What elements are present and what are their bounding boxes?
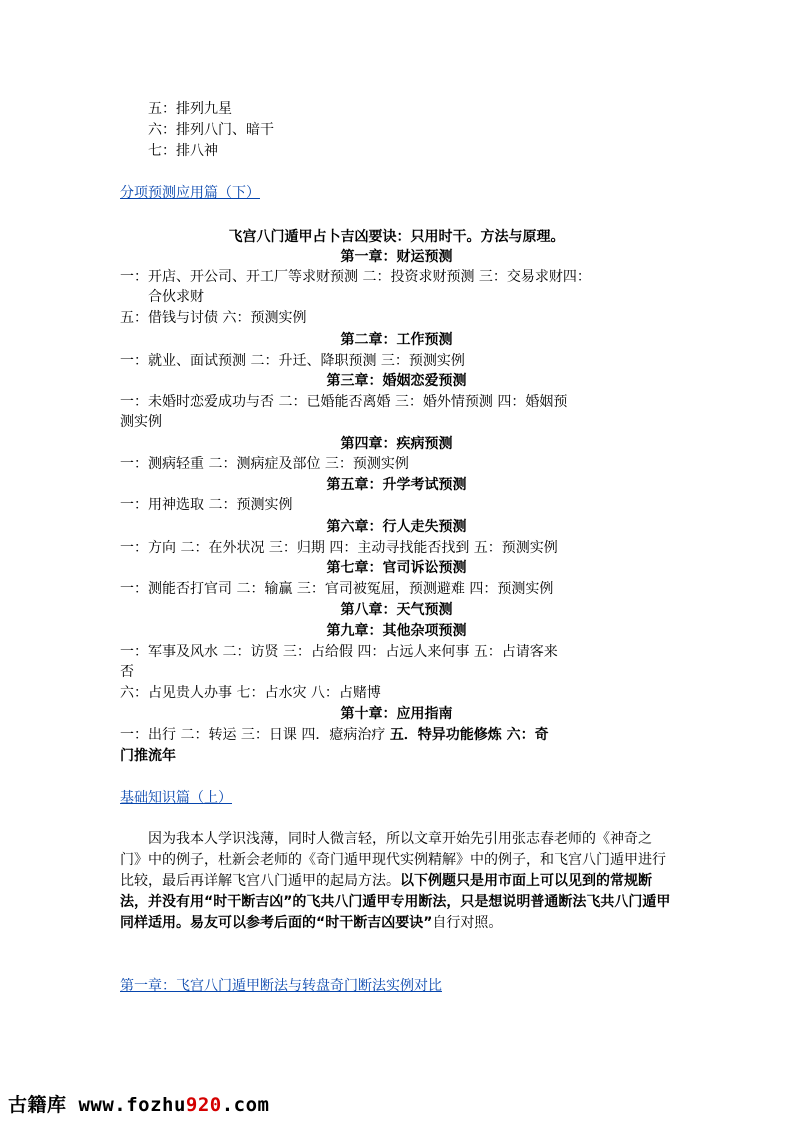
intro-paragraph-text: 因为我本人学识浅薄，同时人微言轻，所以文章开始先引用张志春老师的《神奇之门》中的例子，杜新会老师的《奇门遁甲现代实例精解》中的例子，和飞宫八门遁甲进行比较，最后再详解飞宫八门遁甲的起局方法。 bbox=[120, 831, 666, 889]
chapter-7-line: 一：测能否打官司 二：输赢 三：官司被冤屈，预测避难 四：预测实例 bbox=[120, 581, 554, 597]
chapter-1-line: 一：开店、开公司、开工厂等求财预测 二：投资求财预测 三：交易求财四： bbox=[120, 269, 591, 285]
list-item-7: 七：排八神 bbox=[148, 143, 218, 159]
chapter-2-line: 一：就业、面试预测 二：升迁、降职预测 三：预测实例 bbox=[120, 353, 465, 369]
chapter-10-heading: 第十章：应用指南 bbox=[340, 706, 453, 722]
list-item-5: 五：排列九星 bbox=[148, 101, 232, 117]
intro-paragraph bbox=[120, 829, 672, 934]
chapter-7-heading: 第七章：官司诉讼预测 bbox=[326, 560, 467, 576]
chapter-10-normal-text: 一：出行 二：转运 三：日课 四．癔病治疗 bbox=[120, 727, 390, 743]
chapter-9-line: 一：军事及风水 二：访贤 三：占给假 四：占远人来何事 五：占请客来 bbox=[120, 644, 558, 660]
chapter-9-heading: 第九章：其他杂项预测 bbox=[326, 623, 467, 639]
intro-paragraph-tail: 自行对照。 bbox=[432, 915, 503, 931]
list-item-6: 六：排列八门、暗干 bbox=[148, 122, 274, 138]
chapter-9-line: 否 bbox=[120, 664, 134, 680]
chapter-1-heading: 第一章：财运预测 bbox=[340, 249, 453, 265]
link-prediction-applications[interactable]: 分项预测应用篇（下） bbox=[120, 185, 260, 201]
footer-number: 920 bbox=[185, 1094, 222, 1116]
chapter-3-line: 一：未婚时恋爱成功与否 二：已婚能否离婚 三：婚外情预测 四：婚姻预 bbox=[120, 394, 568, 410]
chapter-10-line: 门推流年 bbox=[120, 748, 176, 764]
footer-brand: 古籍库 www.fozhu bbox=[8, 1094, 186, 1116]
chapter-5-heading: 第五章：升学考试预测 bbox=[326, 477, 467, 493]
link-basic-knowledge[interactable]: 基础知识篇（上） bbox=[120, 790, 232, 806]
chapter-3-heading: 第三章：婚姻恋爱预测 bbox=[326, 373, 467, 389]
chapter-2-heading: 第二章：工作预测 bbox=[340, 332, 453, 348]
chapter-6-heading: 第六章：行人走失预测 bbox=[326, 519, 467, 535]
chapter-4-heading: 第四章：疾病预测 bbox=[340, 436, 453, 452]
chapter-6-line: 一：方向 二：在外状况 三：归期 四：主动寻找能否找到 五：预测实例 bbox=[120, 540, 558, 556]
chapter-10-line bbox=[120, 725, 549, 745]
chapter-9-line: 六：占见贵人办事 七：占水灾 八：占赌博 bbox=[120, 685, 381, 701]
intro-paragraph-bold: 以下例题只是用市面上可以见到的常规断法，并没有用“时干断吉凶”的飞共八门遁甲专用断法，只是想说明普通断法飞共八门遁甲同样适用。易友可以参考后面的“时干断吉凶要诀” bbox=[120, 873, 671, 931]
chapter-8-heading: 第八章：天气预测 bbox=[340, 602, 453, 618]
chapter-1-line: 五：借钱与讨债 六：预测实例 bbox=[120, 310, 307, 326]
link-chapter-1-comparison[interactable]: 第一章：飞宫八门遁甲断法与转盘奇门断法实例对比 bbox=[120, 978, 442, 994]
chapter-1-line: 合伙求财 bbox=[148, 289, 204, 305]
chapter-10-bold-text: 五．特异功能修炼 六：奇 bbox=[389, 727, 549, 743]
chapter-5-line: 一：用神选取 二：预测实例 bbox=[120, 497, 293, 513]
page-title: 飞宫八门遁甲占卜吉凶要诀：只用时干。方法与原理。 bbox=[228, 229, 565, 245]
footer-watermark bbox=[8, 1090, 269, 1117]
footer-tld: .com bbox=[221, 1094, 270, 1116]
chapter-4-line: 一：测病轻重 二：测病症及部位 三：预测实例 bbox=[120, 456, 409, 472]
chapter-3-line: 测实例 bbox=[120, 414, 162, 430]
